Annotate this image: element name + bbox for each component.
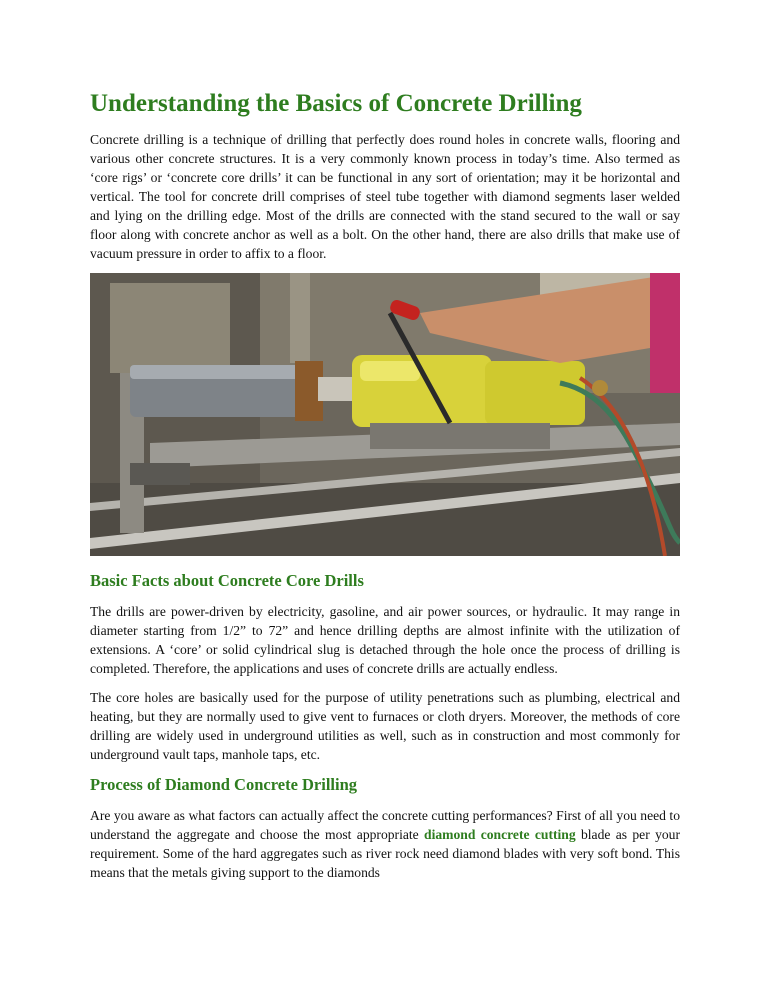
process-paragraph-1 bbox=[90, 806, 680, 882]
basic-facts-paragraph-2: The core holes are basically used for the purpose of utility penetrations such as plumbing, electrical and heating, but they are normally used to give vent to furnaces or cloth dryers. Moreover, the methods of core drilling are widely used in underground utilities as well, such as in construction and most commonly for underground vault taps, manhole taps, etc. bbox=[90, 690, 680, 762]
document-page bbox=[90, 88, 680, 892]
diamond-concrete-cutting-link[interactable]: diamond concrete cutting bbox=[424, 827, 576, 842]
section-heading-process: Process of Diamond Concrete Drilling bbox=[90, 775, 358, 794]
page-title: Understanding the Basics of Concrete Drilling bbox=[90, 90, 582, 117]
basic-facts-paragraph-1: The drills are power-driven by electricity, gasoline, and air power sources, or hydraulic. It may range in diameter starting from 1/2” to 72” and hence drilling depths are almost infinite with the utilization of extensions. A ‘core’ or solid cylindrical slug is detached through the hole once the process of drilling is completed. Therefore, the applications and uses of concrete drills are actually endless. bbox=[90, 604, 680, 676]
section-heading-basic-facts: Basic Facts about Concrete Core Drills bbox=[90, 571, 364, 590]
concrete-drill-photo bbox=[90, 273, 680, 556]
process-text-before: Are you aware as what factors can actually affect the concrete cutting performances? First of all you need to understand the aggregate and choose the most appropriate bbox=[90, 808, 680, 842]
intro-paragraph: Concrete drilling is a technique of drilling that perfectly does round holes in concrete walls, flooring and various other concrete structures. It is a very commonly known process in today’s time. Also termed as ‘core rigs’ or ‘concrete core drills’ it can be functional in any sort of orientation; may it be horizontal and vertical. The tool for concrete drill comprises of steel tube together with diamond segments laser welded and lying on the drilling edge. Most of the drills are connected with the stand secured to the wall or say floor along with concrete anchor as well as a bolt. On the other hand, there are also drills that make use of vacuum pressure in order to affix to a floor. bbox=[90, 132, 680, 261]
process-text-after: blade as per your requirement. Some of the hard aggregates such as river rock need diamond blades with very soft bond. This means that the metals giving support to the diamonds bbox=[90, 827, 680, 880]
